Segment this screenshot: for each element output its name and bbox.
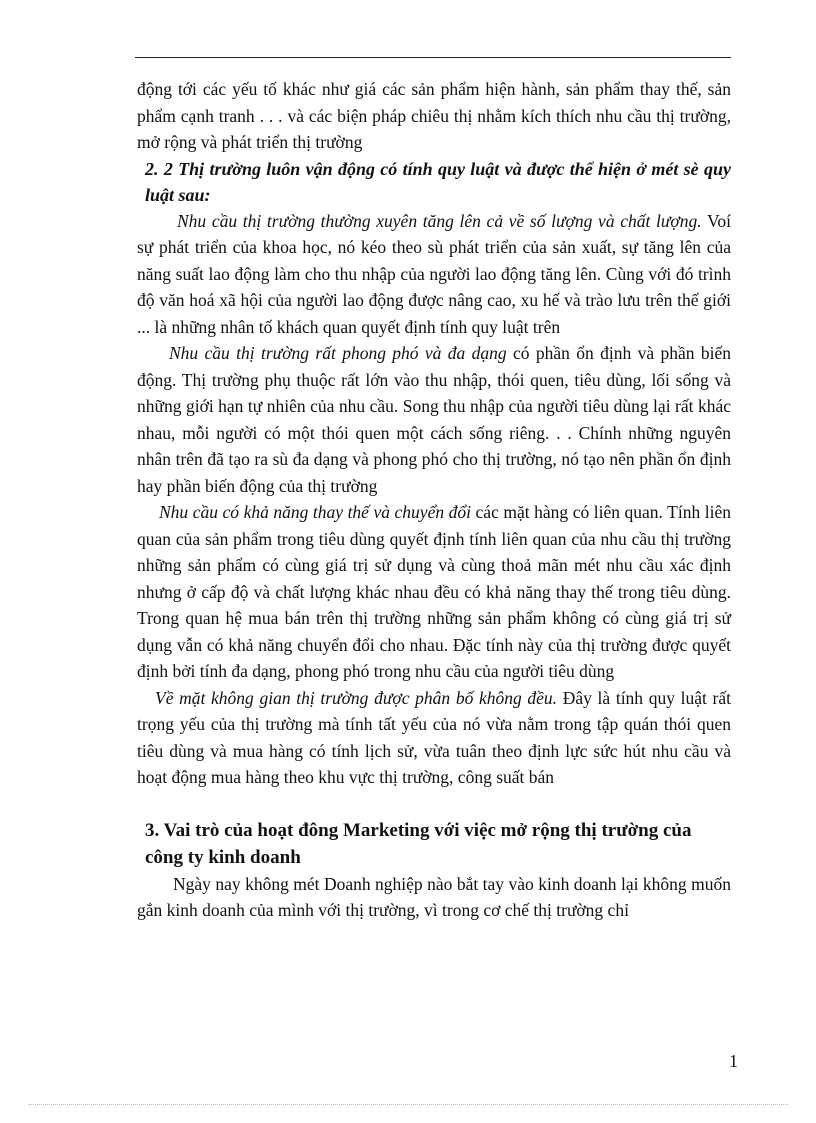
paragraph-intro: động tới các yếu tố khác như giá các sản phẩm hiện hành, sản phẩm thay thế, sản phẩm cạnh tranh . . . và các biện pháp chiêu thị nhằm kích thích nhu cầu thị trường, mở rộng và phát triển thị trường bbox=[137, 79, 731, 152]
law-4-text: Đây là tính quy luật rất trọng yếu của thị trường mà tính tất yếu của nó vừa nằm trong tập quán thói quen tiêu dùng và mua hàng có tính lịch sử, vừa tuân theo định lực sức hút nhu cầu và hoạt động mua hàng theo khu vực thị trường, công suất bán bbox=[137, 687, 731, 787]
law-3-text: các mặt hàng có liên quan. Tính liên quan của sản phẩm trong tiêu dùng quyết định tính liên quan của nhu cầu thị trường những sản phẩm có cùng giá trị sử dụng và cùng thoả mãn mét nhu cầu xác định nhưng ở cấp độ và chất lượng khác nhau đều có khả năng thay thế trong tiêu dùng. Trong quan hệ mua bán trên thị trường những sản phẩm không có cùng giá trị sử dụng vẫn có khả năng chuyển đổi cho nhau. Đặc tính này của thị trường được quyết định bởi tính đa dạng, phong phó trong nhu cầu của người tiêu dùng bbox=[137, 502, 731, 681]
paragraph-section-3: Ngày nay không mét Doanh nghiệp nào bắt tay vào kinh doanh lại không muốn gắn kinh doanh của mình với thị trường, vì trong cơ chế thị trường chỉ bbox=[137, 873, 731, 920]
header-rule bbox=[135, 57, 731, 58]
page-edge-rule bbox=[28, 1104, 788, 1105]
law-1-title: Nhu cầu thị trường thường xuyên tăng lên cả về số lượng và chất lượng. bbox=[177, 210, 702, 231]
law-2-text: có phần ổn định và phần biến động. Thị trường phụ thuộc rất lớn vào thu nhập, thói quen, tiêu dùng, lối sống và những giới hạn tự nhiên của nhu cầu. Song thu nhập của người tiêu dùng lại rất khác nhau, mỗi người có một thói quen một cách sống riêng. . . Chính những nguyên nhân trên đã tạo ra sù đa dạng và phong phó cho thị trường, nó tạo nên phần ổn định hay phần biến động của thị trường bbox=[137, 343, 731, 496]
paragraph-law-3 bbox=[137, 499, 731, 685]
section-heading-2-2: 2. 2 Thị trường luôn vận động có tính quy luật và được thể hiện ở mét sè quy luật sau: bbox=[145, 158, 731, 205]
law-3-title: Nhu cầu có khả năng thay thế và chuyển đổi bbox=[159, 502, 471, 522]
law-2-title: Nhu cầu thị trường rất phong phó và đa dạng bbox=[169, 343, 507, 363]
section-heading-3: 3. Vai trò của hoạt đông Marketing với việc mở rộng thị trường của công ty kinh doanh bbox=[145, 819, 692, 868]
document-page bbox=[137, 76, 731, 924]
law-4-title: Về mặt không gian thị trường được phân bố không đều. bbox=[155, 687, 558, 708]
page-number: 1 bbox=[729, 1051, 738, 1071]
law-1-text: Voí sự phát triển của khoa học, nó kéo theo sù phát triển của sản xuất, sự tăng lên của năng suất lao động làm cho thu nhập của người lao động tăng lên. Cùng với đó trình độ văn hoá xã hội của người lao động được nâng cao, xu hế và trào lưu trên thế giới ... là những nhân tố khách quan quyết định tính quy luật trên bbox=[137, 210, 731, 337]
paragraph-law-4 bbox=[137, 685, 731, 791]
paragraph-law-2 bbox=[137, 340, 731, 499]
paragraph-law-1 bbox=[137, 208, 731, 341]
